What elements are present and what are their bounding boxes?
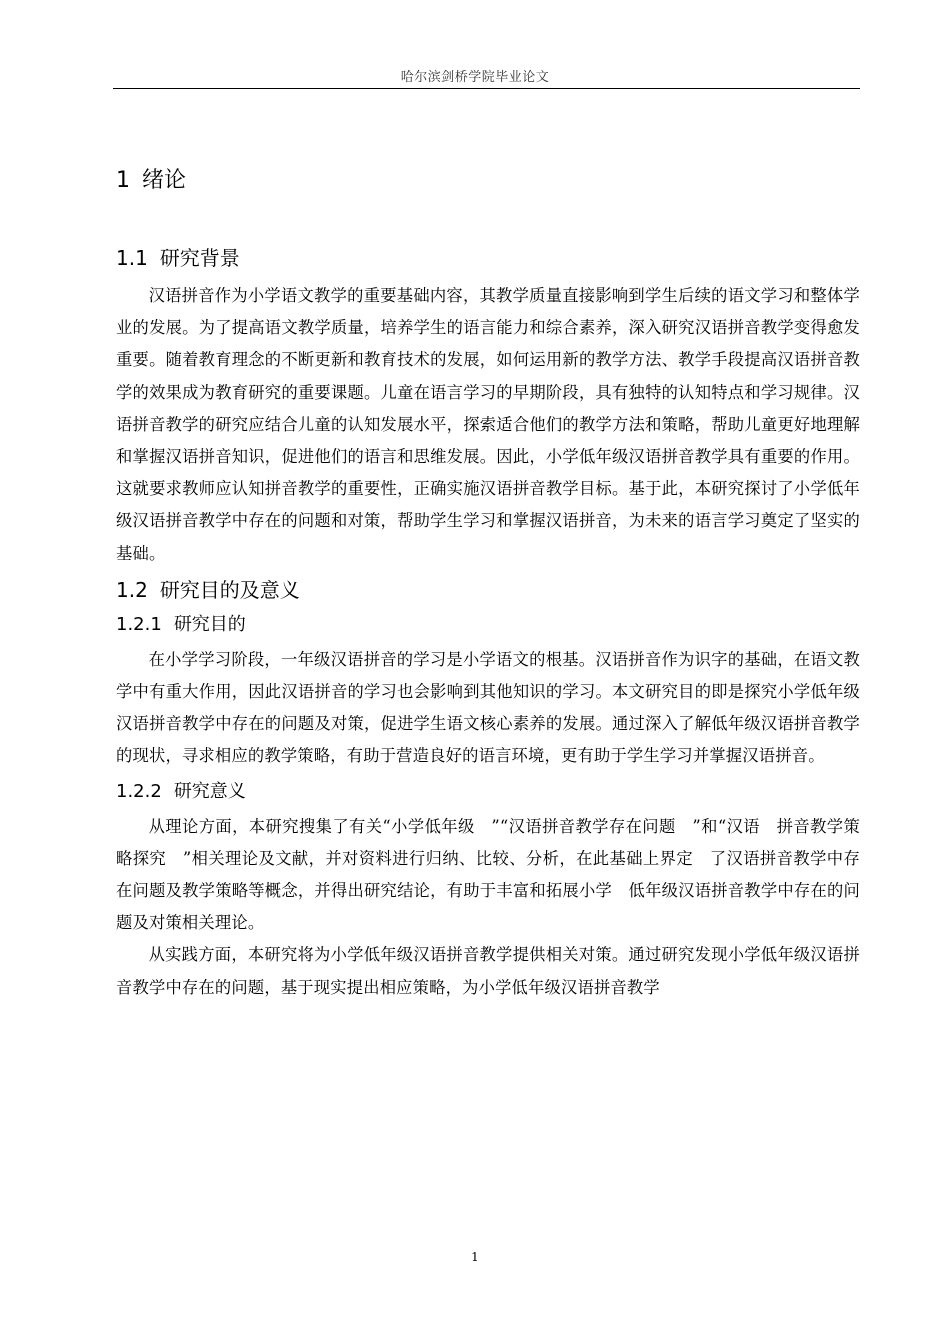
page-number: 1: [471, 1250, 479, 1264]
chapter-number: 1: [116, 168, 130, 193]
section-number: 1.2: [116, 577, 148, 602]
header-divider: [113, 88, 860, 89]
significance-theory-paragraph: 从理论方面，本研究搜集了有关“小学低年级 ”“汉语拼音教学存在问题 ”和“汉语 拼音教学策略探究 ”相关理论及文献，并对资料进行归纳、比较、分析，在此基础上界定 了汉语拼音教学中存在问题及教学策略等概念，并得出研究结论，有助于丰富和拓展小学 低年级汉语拼音教学中存在的问题及对策相关理论。: [116, 816, 860, 933]
subsection-number: 1.2.1: [116, 613, 162, 635]
background-paragraph: 汉语拼音作为小学语文教学的重要基础内容，其教学质量直接影响到学生后续的语文学习和整体学业的发展。为了提高语文教学质量，培养学生的语言能力和综合素养，深入研究汉语拼音教学变得愈发重要。随着教育理念的不断更新和教育技术的发展，如何运用新的教学方法、教学手段提高汉语拼音教学的效果成为教育研究的重要课题。儿童在语言学习的早期阶段，具有独特的认知特点和学习规律。汉语拼音教学的研究应结合儿童的认知发展水平，探索适合他们的教学方法和策略，帮助儿童更好地理解和掌握汉语拼音知识，促进他们的语言和思维发展。因此，小学低年级汉语拼音教学具有重要的作用。这就要求教师应认知拼音教学的重要性，正确实施汉语拼音教学目标。基于此，本研究探讨了小学低年级汉语拼音教学中存在的问题和对策，帮助学生学习和掌握汉语拼音，为未来的语言学习奠定了坚实的基础。: [116, 286, 860, 563]
section-title: 研究背景: [159, 246, 240, 270]
subsection-heading-purpose: [116, 610, 860, 640]
significance-practice-paragraph: 从实践方面，本研究将为小学低年级汉语拼音教学提供相关对策。通过研究发现小学低年级汉语拼音教学中存在的问题，基于现实提出相应策略，为小学低年级汉语拼音教学: [116, 945, 860, 997]
section-heading-purpose-significance: [116, 574, 860, 606]
chapter-heading: [116, 164, 860, 198]
chapter-title: 绪论: [142, 168, 187, 193]
section-number: 1.1: [116, 246, 148, 270]
subsection-title: 研究意义: [173, 780, 246, 802]
document-body: [116, 150, 860, 1004]
subsection-heading-significance: [116, 777, 860, 807]
section-title: 研究目的及意义: [159, 577, 300, 602]
purpose-paragraph: 在小学学习阶段，一年级汉语拼音的学习是小学语文的根基。汉语拼音作为识字的基础，在语文教学中有重大作用，因此汉语拼音的学习也会影响到其他知识的学习。本文研究目的即是探究小学低年级汉语拼音教学中存在的问题及对策，促进学生语文核心素养的发展。通过深入了解低年级汉语拼音教学的现状，寻求相应的教学策略，有助于营造良好的语言环境，更有助于学生学习并掌握汉语拼音。: [116, 649, 860, 766]
page-header: 哈尔滨剑桥学院毕业论文: [400, 70, 550, 85]
subsection-title: 研究目的: [173, 613, 246, 635]
subsection-number: 1.2.2: [116, 780, 162, 802]
section-heading-background: [116, 242, 860, 274]
